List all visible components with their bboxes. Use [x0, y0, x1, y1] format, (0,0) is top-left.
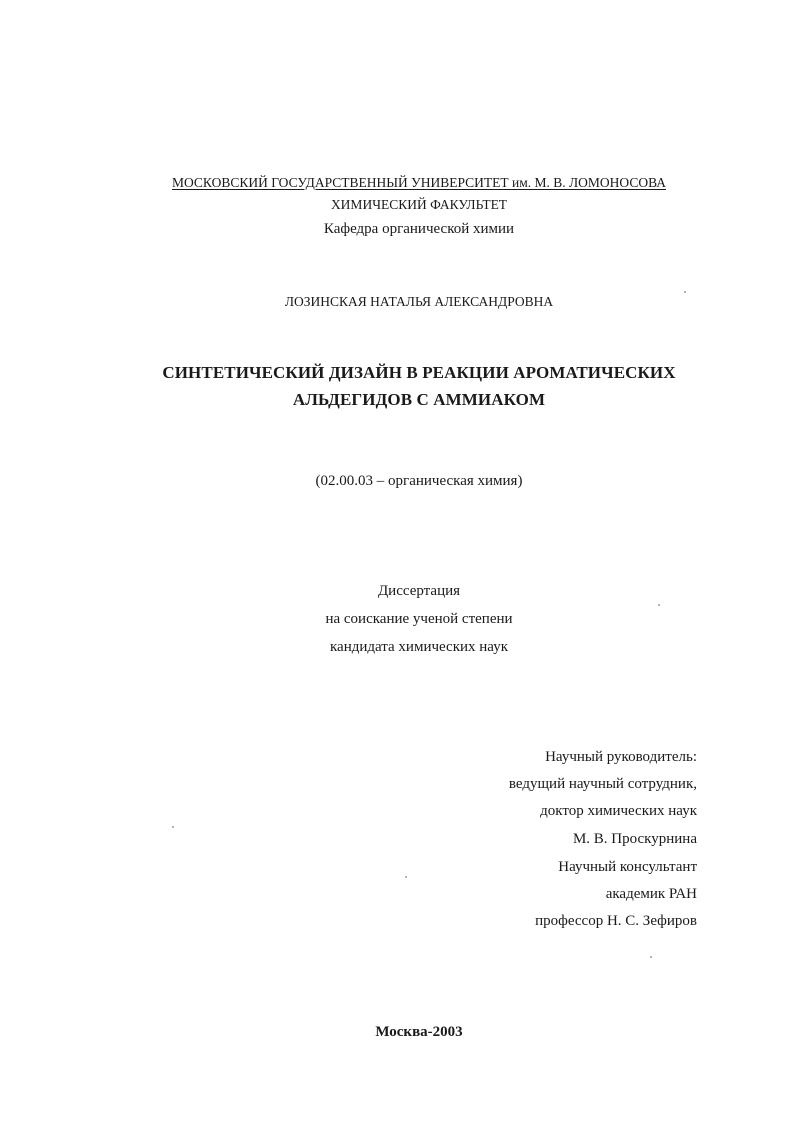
university-name: МОСКОВСКИЙ ГОСУДАРСТВЕННЫЙ УНИВЕРСИТЕТ им. М. В. ЛОМОНОСОВА [171, 175, 666, 190]
supervisor-heading: Научный руководитель: [545, 749, 697, 765]
degree-line-1: Диссертация [377, 583, 461, 599]
supervisor-degree: доктор химических наук [540, 803, 697, 819]
degree-line-2: на соискание ученой степени [325, 611, 513, 627]
supervisor-position: ведущий научный сотрудник, [508, 776, 697, 792]
specialty-code: (02.00.03 – органическая химия) [315, 473, 523, 489]
department-name: Кафедра органической химии [323, 221, 515, 237]
supervisor-name: М. В. Проскурнина [572, 831, 697, 847]
degree-line-3: кандидата химических наук [329, 639, 508, 655]
consultant-rank: академик РАН [605, 886, 697, 902]
author-name: ЛОЗИНСКАЯ НАТАЛЬЯ АЛЕКСАНДРОВНА [284, 294, 554, 309]
faculty-name: ХИМИЧЕСКИЙ ФАКУЛЬТЕТ [330, 197, 508, 212]
scan-speck [172, 826, 174, 828]
city-year: Москва-2003 [375, 1024, 463, 1040]
dissertation-title-line-2: АЛЬДЕГИДОВ С АММИАКОМ [292, 390, 546, 409]
consultant-heading: Научный консультант [558, 859, 697, 875]
scan-speck [405, 876, 407, 878]
dissertation-title-line-1: СИНТЕТИЧЕСКИЙ ДИЗАЙН В РЕАКЦИИ АРОМАТИЧЕСКИХ [162, 363, 676, 382]
consultant-name: профессор Н. С. Зефиров [535, 913, 697, 929]
scan-speck [658, 604, 660, 606]
scan-speck [684, 291, 686, 293]
scan-speck [650, 956, 652, 958]
